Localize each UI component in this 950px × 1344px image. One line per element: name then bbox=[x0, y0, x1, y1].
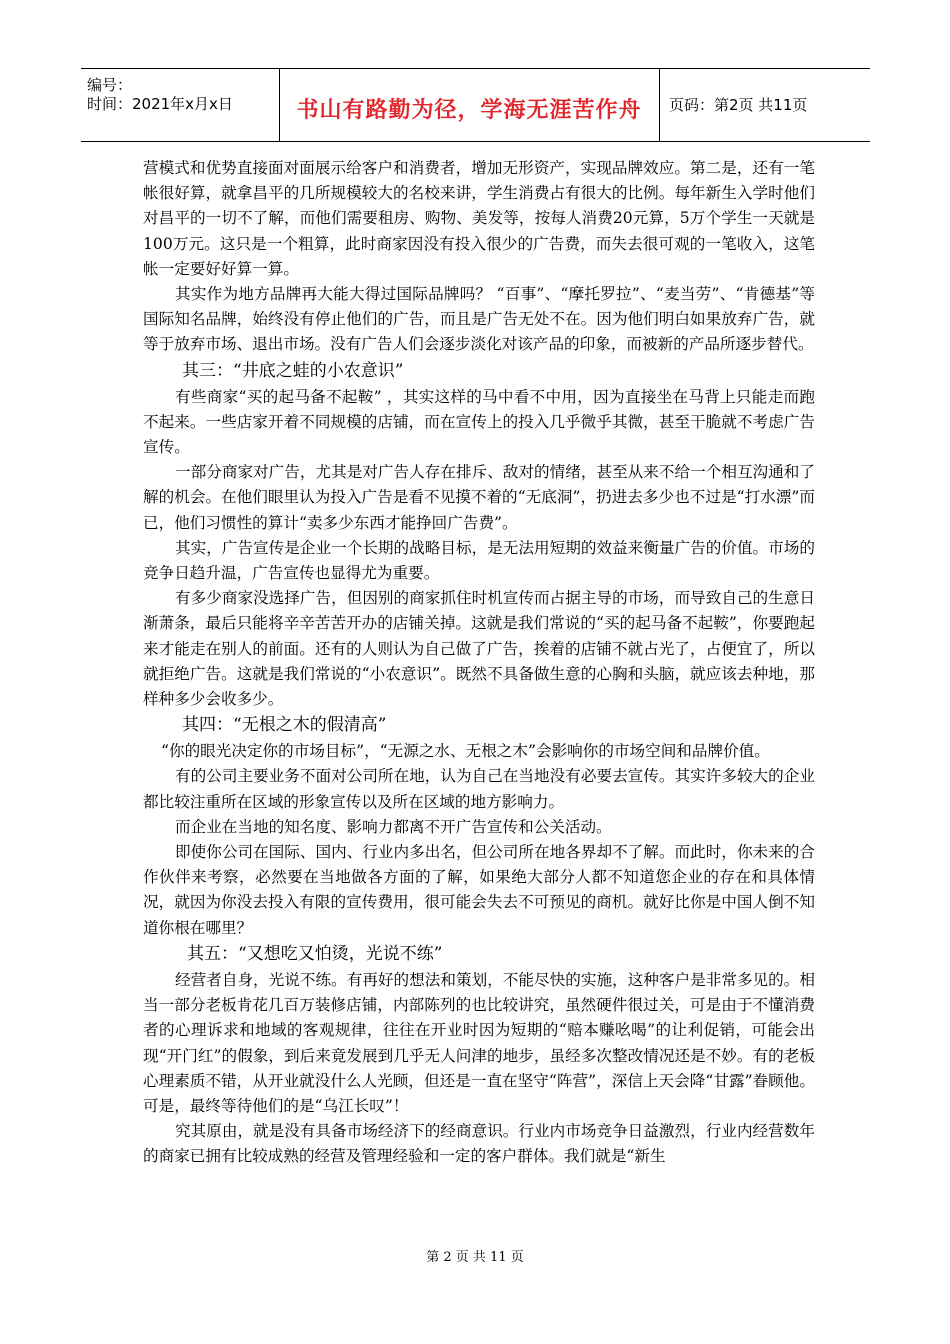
paragraph: 经营者自身，光说不练。有再好的想法和策划，不能尽快的实施，这种客户是非常多见的。相当一部分老板肯花几百万装修店铺，内部陈列的也比较讲究，虽然硬件很过关，可是由于不懂消费者的心理诉求和地域的客观规律，往往在开业时因为短期的“赔本赚吆喝”的让利促销，可能会出现“开门红”的假象，到后来竟发展到几乎无人问津的地步，虽经多次整改情况还是不妙。有的老板心理素质不错，从开业就没什么人光顾，但还是一直在坚守“阵营”，深信上天会降“甘露”眷顾他。可是，最终等待他们的是“乌江长叹”！ bbox=[143, 970, 815, 1115]
page-label: 页码：第2页 共11页 bbox=[669, 96, 808, 114]
time-label: 时间：2021年x月x日 bbox=[87, 95, 233, 113]
paragraph: 有些商家“买的起马备不起鞍” ，其实这样的马中看不中用，因为直接坐在马背上只能走而跑不起来。一些店家开着不同规模的店铺，而在宣传上的投入几乎微乎其微，甚至干脆就不考虑广告宣传。 bbox=[143, 387, 815, 457]
paragraph: 其实，广告宣传是企业一个长期的战略目标，是无法用短期的效益来衡量广告的价值。市场的竞争日趋升温，广告宣传也显得尤为重要。 bbox=[143, 538, 815, 583]
paragraph: 一部分商家对广告，尤其是对广告人存在排斥、敌对的情绪，甚至从来不给一个相互沟通和了解的机会。在他们眼里认为投入广告是看不见摸不着的“无底洞”，扔进去多少也不过是“打水漂”而已，他们习惯性的算计“卖多少东西才能挣回广告费”。 bbox=[143, 463, 815, 532]
paragraph: 其实作为地方品牌再大能大得过国际品牌吗？ “百事”、“摩托罗拉”、“麦当劳”、“肯德基”等国际知名品牌，始终没有停止他们的广告，而且是广告无处不在。因为他们明白如果放弃广告，就等于放弃市场、退出市场。没有广告人们会逐步淡化对该产品的印象，而被新的产品所逐步替代。 bbox=[143, 285, 815, 354]
number-label: 编号： bbox=[87, 76, 133, 94]
paragraph: 营模式和优势直接面对面展示给客户和消费者，增加无形资产，实现品牌效应。第二是，还有一笔帐很好算，就拿昌平的几所规模较大的名校来讲，学生消费占有很大的比例。每年新生入学时他们对昌平的一切不了解，而他们需要租房、购物、美发等，按每人消费20元算，5万个学生一天就是100万元。这只是一个粗算，此时商家因没有投入很少的广告费，而失去很可观的一笔收入，这笔帐一定要好好算一算。 bbox=[143, 159, 815, 278]
header-motto-cell bbox=[279, 69, 660, 141]
section-heading: 其三：“井底之蛙的小农意识” bbox=[182, 360, 404, 381]
paragraph: 而企业在当地的知名度、影响力都离不开广告宣传和公关活动。 bbox=[175, 817, 612, 836]
paragraph: “你的眼光决定你的市场目标”，“无源之水、无根之木”会影响你的市场空间和品牌价值。 bbox=[161, 742, 770, 761]
paragraph: 有多少商家没选择广告，但因别的商家抓住时机宣传而占据主导的市场，而导致自己的生意日渐萧条，最后只能将辛辛苦苦开办的店铺关掉。这就是我们常说的“买的起马备不起鞍”，你要跑起来才能走在别人的前面。还有的人则认为自己做了广告，挨着的店铺不就占光了，占便宜了，所以就拒绝广告。这就是我们常说的“小农意识”。既然不具备做生意的心胸和头脑，就应该去种地，那样种多少会收多少。 bbox=[143, 589, 815, 709]
page-footer: 第 2 页 共 11 页 bbox=[426, 1250, 524, 1265]
header-info-cell bbox=[81, 69, 280, 141]
document-body bbox=[143, 156, 815, 1170]
motto: 书山有路勤为径，学海无涯苦作舟 bbox=[296, 98, 642, 123]
header-table bbox=[81, 68, 870, 142]
header-page-cell bbox=[659, 69, 870, 141]
paragraph: 有的公司主要业务不面对公司所在地，认为自己在当地没有必要去宣传。其实许多较大的企业都比较注重所在区域的形象宣传以及所在区域的地方影响力。 bbox=[143, 767, 815, 811]
section-heading: 其四：“无根之木的假清高” bbox=[182, 715, 387, 736]
section-heading: 其五：“又想吃又怕烫，光说不练” bbox=[187, 943, 443, 964]
paragraph: 即使你公司在国际、国内、行业内多出名，但公司所在地各界却不了解。而此时，你未来的合作伙伴来考察，必然要在当地做各方面的了解，如果绝大部分人都不知道您企业的存在和具体情况，就因为你没去投入有限的宣传费用，很可能会失去不可预见的商机。就好比你是中国人倒不知道你根在哪里？ bbox=[143, 843, 815, 937]
paragraph: 究其原由，就是没有具备市场经济下的经商意识。行业内市场竞争日益激烈，行业内经营数年的商家已拥有比较成熟的经营及管理经验和一定的客户群体。我们就是“新生 bbox=[143, 1122, 815, 1166]
